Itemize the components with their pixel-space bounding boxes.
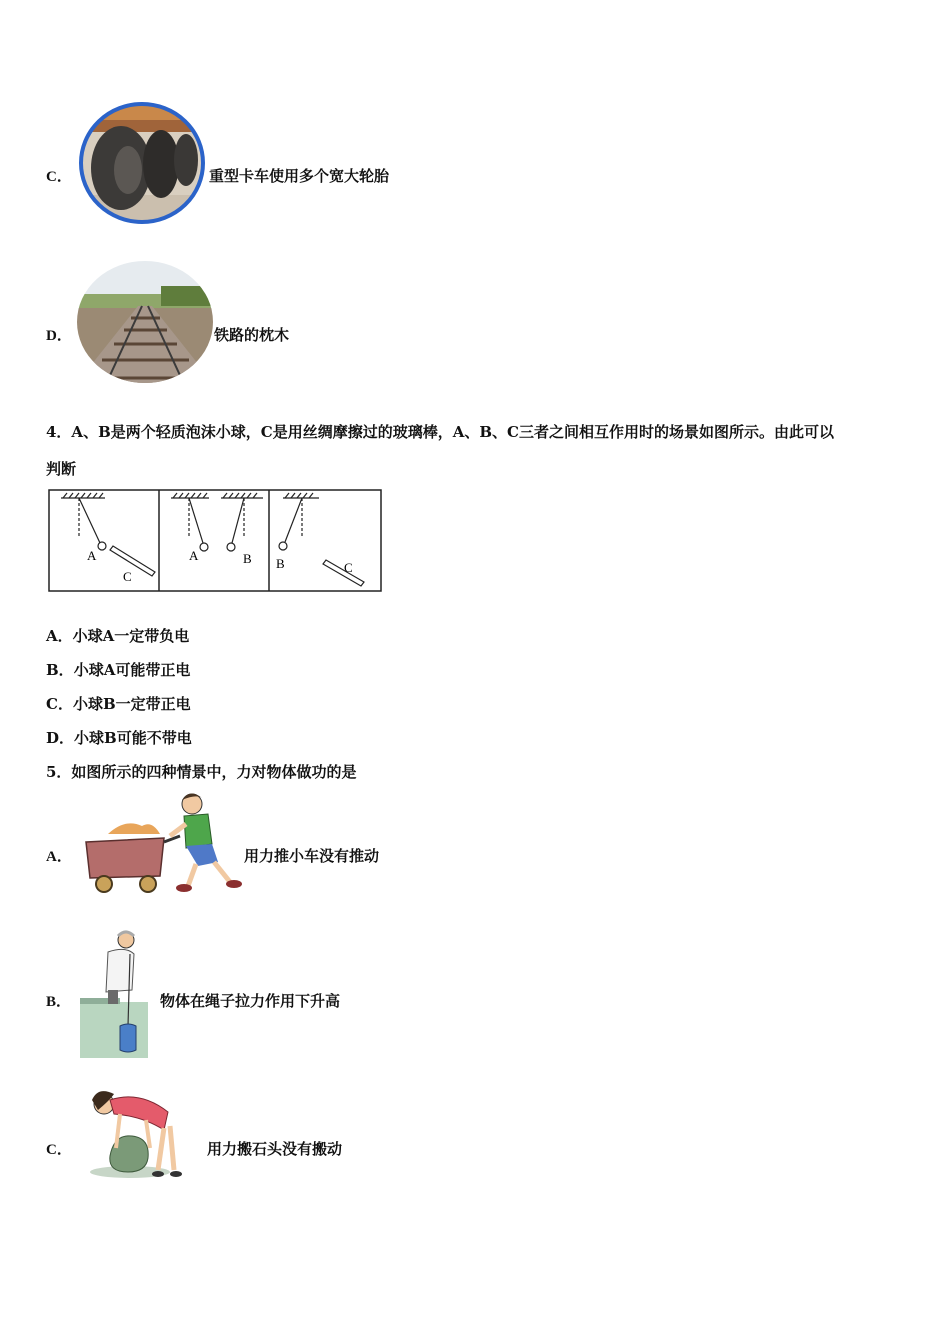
- option-text-q5-c: 用力搬石头没有搬动: [207, 1140, 343, 1158]
- girl-lifting-rock-image: [80, 1086, 184, 1182]
- figure-label-c1: C: [123, 569, 132, 584]
- railway-sleepers-image: [76, 260, 214, 384]
- option-text-q3-c: 重型卡车使用多个宽大轮胎: [209, 167, 390, 185]
- figure-label-a1: A: [87, 548, 97, 563]
- figure-label-c3: C: [344, 560, 353, 575]
- figure-label-b2: B: [243, 551, 252, 566]
- q4-option-d: D．小球B可能不带电: [46, 729, 192, 747]
- option-text-q5-a: 用力推小车没有推动: [244, 847, 380, 865]
- question-4-stem-line1: 4．A、B是两个轻质泡沫小球，C是用丝绸摩擦过的玻璃棒，A、B、C三者之间相互作用时的场景如图所示。由此可以: [46, 423, 834, 441]
- option-label-q5-c: C．: [46, 1142, 72, 1158]
- figure-label-a2: A: [189, 548, 199, 563]
- question-4-stem-line2: 判断: [46, 460, 77, 478]
- option-label-q3-d: D．: [46, 328, 72, 344]
- boy-pushing-cart-image: [80, 790, 242, 898]
- truck-tires-image: [76, 100, 208, 226]
- man-lifting-bucket-image: [78, 930, 150, 1058]
- q4-option-c: C．小球B一定带正电: [46, 695, 191, 713]
- option-text-q3-d: 铁路的枕木: [214, 326, 290, 344]
- pendulum-interaction-figure: [47, 488, 383, 594]
- q4-option-a: A．小球A一定带负电: [46, 627, 190, 645]
- option-label-q5-a: A．: [46, 849, 72, 865]
- question-5-stem: 5．如图所示的四种情景中，力对物体做功的是: [46, 763, 357, 781]
- option-text-q5-b: 物体在绳子拉力作用下升高: [160, 992, 341, 1010]
- option-label-q5-b: B．: [46, 994, 72, 1010]
- figure-label-b3: B: [276, 556, 285, 571]
- option-label-q3-c: C．: [46, 169, 72, 185]
- q4-option-b: B．小球A可能带正电: [46, 661, 191, 679]
